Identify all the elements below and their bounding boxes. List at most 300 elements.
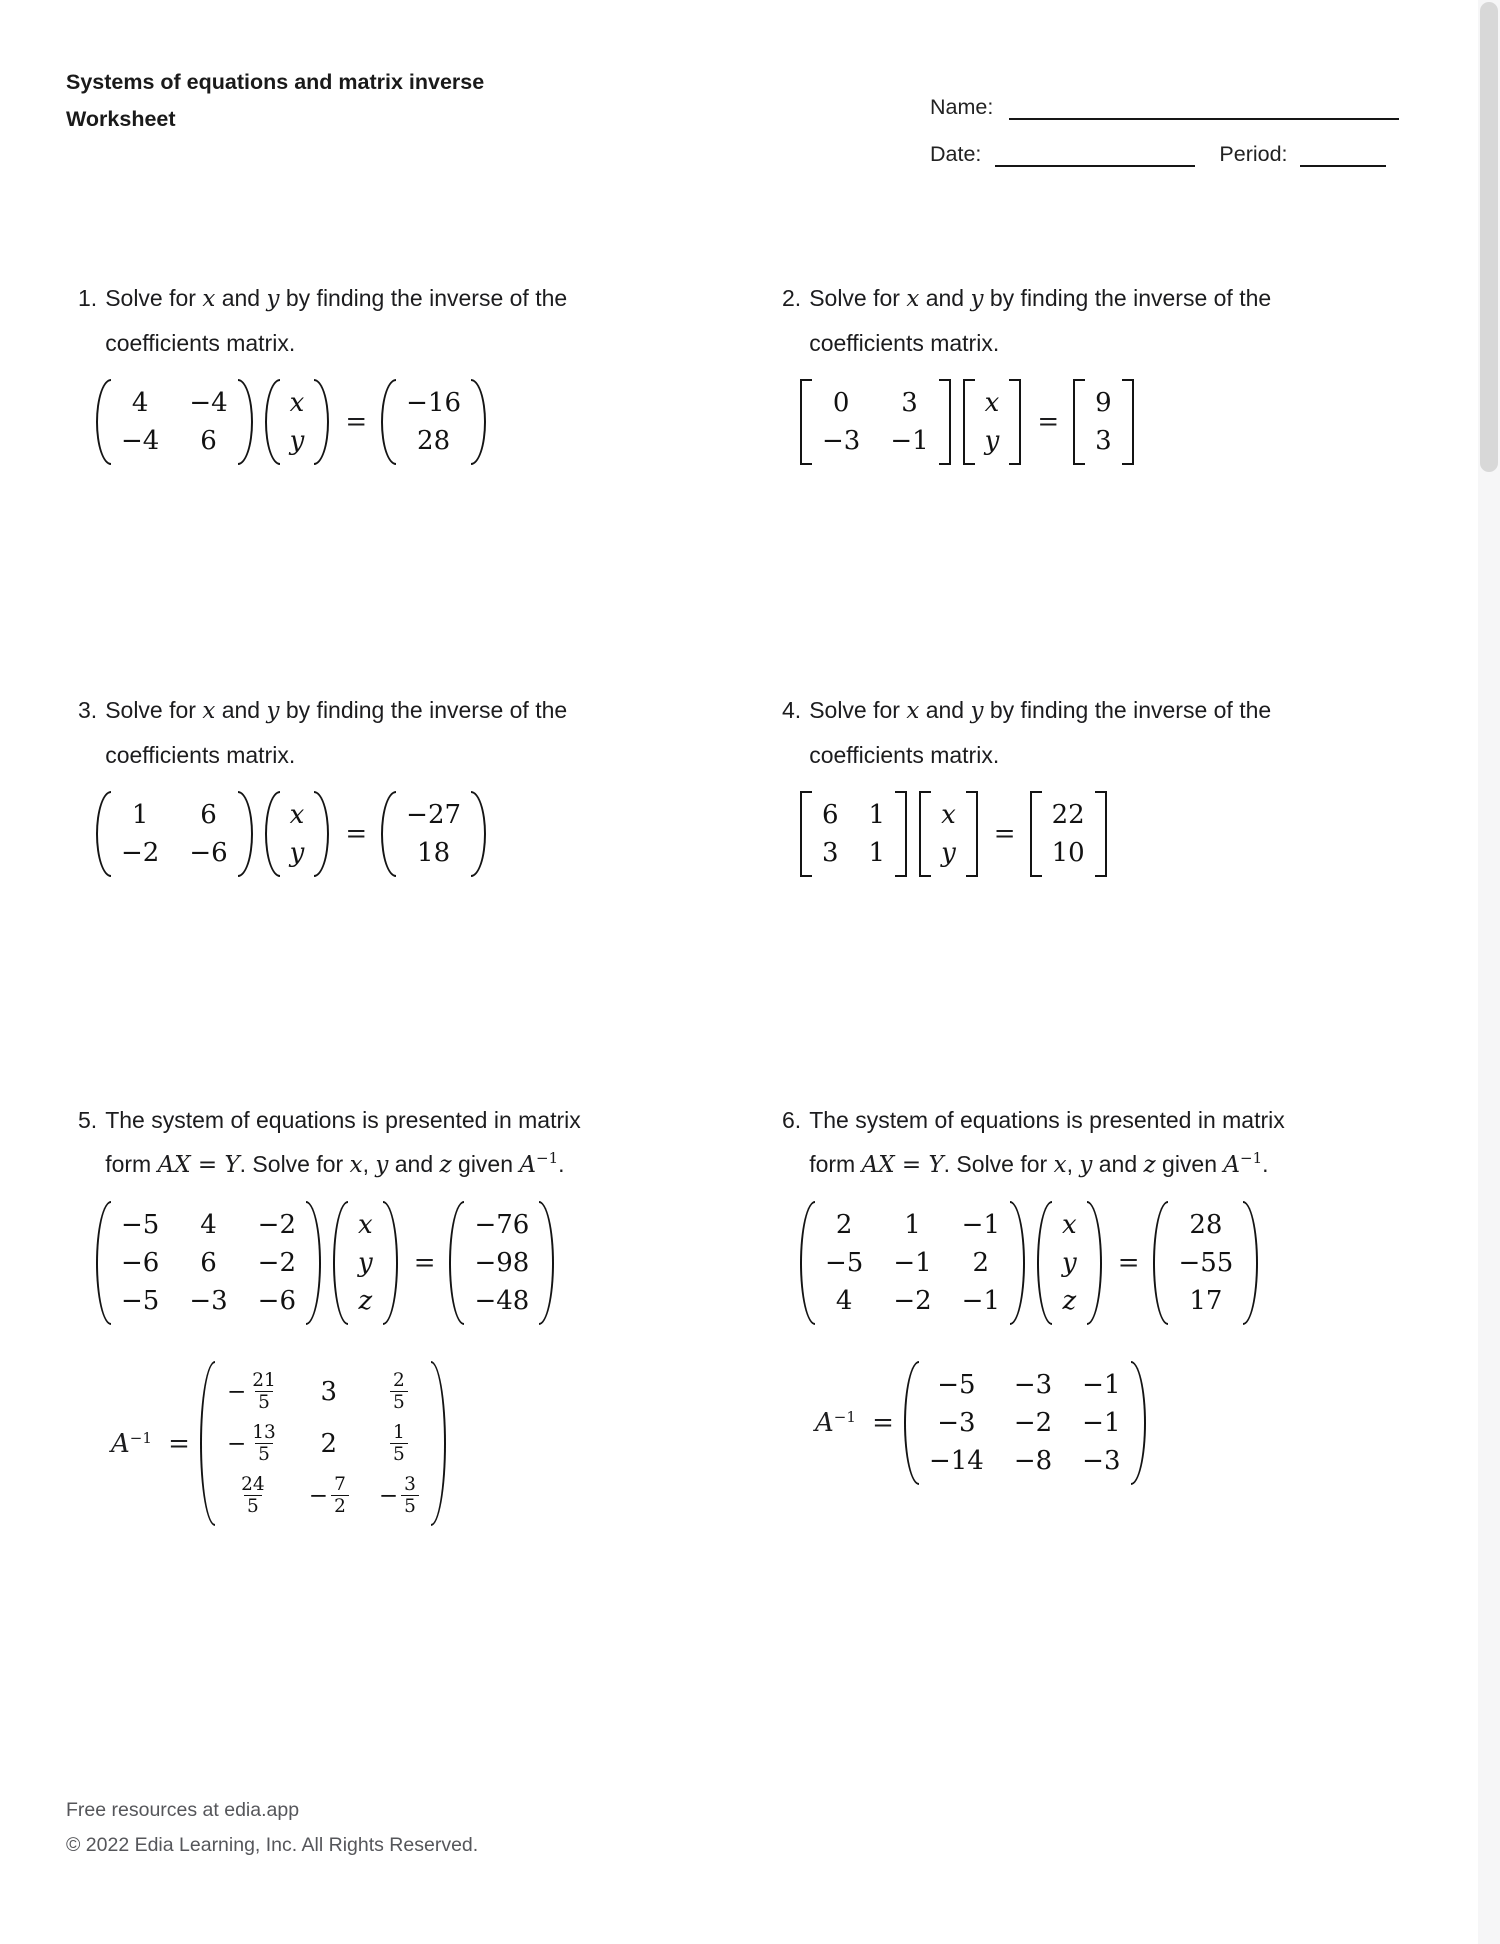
matrix-cell: 3 <box>1095 426 1112 456</box>
matrix-equation <box>800 791 1432 877</box>
matrix-cell: −2 <box>1013 1408 1053 1438</box>
matrix-equation <box>800 1201 1432 1325</box>
matrix-grid <box>464 1201 539 1325</box>
math-variable: Y <box>928 1152 944 1178</box>
variable-vector <box>265 379 330 465</box>
variable-vector <box>919 791 978 877</box>
right-paren <box>1010 1201 1025 1325</box>
inverse-matrix <box>904 1361 1146 1485</box>
matrix-variable: x <box>289 388 305 418</box>
matrix-cell: 4 <box>835 1286 853 1316</box>
variable-vector <box>1037 1201 1102 1325</box>
matrix-cell: −2 <box>257 1248 296 1278</box>
right-paren <box>1087 1201 1102 1325</box>
fraction <box>238 1474 268 1517</box>
math-superscript: −1 <box>833 1408 856 1426</box>
matrix-cell: 1 <box>868 800 886 830</box>
left-bracket <box>800 379 812 465</box>
matrix-variable: y <box>1061 1248 1077 1278</box>
right-paren <box>1131 1361 1146 1485</box>
equals-sign: = <box>863 1408 894 1438</box>
fraction <box>379 1474 419 1517</box>
matrix-cell: 4 <box>200 1210 217 1240</box>
minus-sign: − <box>226 1430 247 1457</box>
worksheet-title-line1: Systems of equations and matrix inverse <box>66 70 485 94</box>
fraction-denominator: 5 <box>390 1443 408 1465</box>
math-variable: y <box>266 286 280 312</box>
math-variable: y <box>266 698 280 724</box>
problem-statement <box>78 1098 728 1187</box>
worksheet-title-line2: Worksheet <box>66 107 176 131</box>
text-run: and <box>215 285 267 311</box>
matrix-cell: 3 <box>822 838 839 868</box>
matrix-variable: y <box>941 838 956 868</box>
matrix-variable: y <box>289 426 305 456</box>
problem-1 <box>78 276 728 465</box>
text-run: , <box>362 1151 376 1177</box>
text-run: and <box>1092 1151 1144 1177</box>
matrix-cell: −76 <box>474 1210 530 1240</box>
left-bracket <box>963 379 975 465</box>
text-run: . Solve for <box>943 1151 1054 1177</box>
constants-vector <box>449 1201 554 1325</box>
coefficient-matrix <box>800 379 951 465</box>
matrix-cell: 2 <box>320 1428 338 1459</box>
variable-vector <box>333 1201 398 1325</box>
fraction <box>390 1370 408 1413</box>
matrix-cell: −3 <box>1082 1446 1121 1476</box>
text-run: by finding the inverse of the <box>983 697 1272 723</box>
right-bracket <box>1122 379 1134 465</box>
text-run: and <box>215 697 267 723</box>
matrix-cell: 9 <box>1095 388 1112 418</box>
right-bracket <box>939 379 951 465</box>
math-variable: x <box>349 1152 363 1178</box>
date-period-row <box>930 141 1399 167</box>
equals-sign: = <box>345 819 368 849</box>
matrix-cell: −1 <box>961 1210 1000 1240</box>
coefficient-matrix <box>96 791 253 877</box>
matrix-cell: −5 <box>937 1370 976 1400</box>
math-variable: A <box>111 1428 130 1459</box>
coefficient-matrix <box>800 1201 1025 1325</box>
matrix-grid <box>280 791 315 877</box>
matrix-variable: z <box>358 1286 373 1316</box>
fraction-stack <box>390 1422 408 1465</box>
constants-vector <box>1073 379 1134 465</box>
matrix-grid <box>111 1201 306 1325</box>
equals-sign: = <box>159 1428 190 1459</box>
variable-vector <box>265 791 330 877</box>
right-paren <box>431 1361 446 1526</box>
problem-text <box>105 688 728 777</box>
text-run: Solve for <box>105 697 203 723</box>
matrix-cell: −1 <box>1082 1408 1121 1438</box>
right-bracket <box>966 791 978 877</box>
equals-sign: = <box>993 819 1016 849</box>
right-paren <box>314 379 329 465</box>
problem-text <box>809 276 1432 365</box>
date-label: Date: <box>930 142 982 166</box>
matrix-variable: x <box>984 388 1000 418</box>
matrix-cell: −1 <box>1082 1370 1121 1400</box>
matrix-grid <box>919 1361 1131 1485</box>
right-paren <box>539 1201 554 1325</box>
matrix-cell: 3 <box>320 1376 338 1407</box>
math-variable: y <box>375 1152 389 1178</box>
problem-statement <box>782 276 1432 365</box>
matrix-cell: −6 <box>121 1248 160 1278</box>
left-paren <box>800 1201 815 1325</box>
problem-statement <box>78 688 728 777</box>
math-variable: A <box>519 1152 537 1178</box>
problem-number: 6. <box>782 1107 802 1133</box>
problem-5 <box>78 1098 728 1526</box>
matrix-cell: 6 <box>200 426 217 456</box>
math-superscript: −1 <box>536 1149 559 1167</box>
matrix-cell: −3 <box>1013 1370 1053 1400</box>
matrix-cell: −5 <box>121 1286 160 1316</box>
text-run: by finding the inverse of the <box>279 285 568 311</box>
footer-resources: Free resources at edia.app <box>66 1799 300 1821</box>
problem-statement <box>78 276 728 365</box>
math-variable: x <box>202 698 216 724</box>
matrix-cell: −14 <box>928 1446 984 1476</box>
left-paren <box>904 1361 919 1485</box>
matrix-equation <box>800 379 1432 465</box>
problem-3 <box>78 688 728 877</box>
right-bracket <box>1095 791 1107 877</box>
fraction-numerator: 24 <box>241 1474 265 1495</box>
fraction-stack <box>401 1474 419 1517</box>
matrix-variable: y <box>357 1248 373 1278</box>
worksheet-title <box>66 64 484 138</box>
name-blank-line <box>1009 94 1399 120</box>
matrix-cell: −2 <box>257 1210 296 1240</box>
right-paren <box>314 791 329 877</box>
fraction <box>390 1422 408 1465</box>
matrix-grid <box>975 379 1010 465</box>
math-variable: x <box>202 286 216 312</box>
coefficient-matrix <box>96 379 253 465</box>
matrix-variable: y <box>984 426 1000 456</box>
math-variable: z <box>439 1152 452 1178</box>
matrix-cell: −4 <box>189 388 228 418</box>
name-label: Name: <box>930 95 994 119</box>
matrix-equation <box>96 379 728 465</box>
fraction-denominator: 5 <box>401 1495 419 1517</box>
matrix-variable: z <box>1062 1286 1077 1316</box>
text-run: given <box>451 1151 520 1177</box>
problem-statement <box>782 688 1432 777</box>
matrix-grid <box>815 1201 1010 1325</box>
scrollbar-track[interactable] <box>1478 0 1500 1944</box>
left-paren <box>381 791 396 877</box>
fraction-numerator: 2 <box>393 1370 405 1391</box>
left-paren <box>381 379 396 465</box>
matrix-cell: −1 <box>890 426 929 456</box>
matrix-cell: 2 <box>835 1210 853 1240</box>
matrix-cell: 1 <box>868 838 886 868</box>
right-paren <box>1243 1201 1258 1325</box>
matrix-cell: 1 <box>131 800 149 830</box>
matrix-cell: 1 <box>904 1210 921 1240</box>
left-paren <box>1153 1201 1168 1325</box>
text-run: coefficients matrix. <box>105 742 296 768</box>
fraction-stack <box>249 1370 279 1413</box>
inverse-label <box>111 1422 190 1466</box>
matrix-variable: x <box>289 800 305 830</box>
math-variable: AX <box>861 1152 895 1178</box>
text-run: . <box>558 1151 565 1177</box>
matrix-cell: −16 <box>406 388 462 418</box>
fraction <box>227 1422 279 1465</box>
right-paren <box>383 1201 398 1325</box>
fraction-stack <box>390 1370 408 1413</box>
math-operator: = <box>190 1152 225 1178</box>
text-run: given <box>1155 1151 1224 1177</box>
fraction-numerator: 13 <box>252 1422 276 1443</box>
fraction-denominator: 2 <box>331 1495 349 1517</box>
math-variable: x <box>906 286 920 312</box>
right-bracket <box>1009 379 1021 465</box>
minus-sign: − <box>226 1378 247 1405</box>
inverse-label <box>815 1401 894 1445</box>
matrix-cell: 4 <box>131 388 149 418</box>
matrix-grid <box>1085 379 1122 465</box>
matrix-cell: −55 <box>1178 1248 1234 1278</box>
fraction-stack <box>238 1474 268 1517</box>
date-blank-line <box>995 141 1195 167</box>
math-variable: Y <box>224 1152 240 1178</box>
equals-sign: = <box>345 407 368 437</box>
fraction-denominator: 5 <box>255 1443 273 1465</box>
fraction-stack <box>249 1422 279 1465</box>
equals-sign: = <box>413 1248 436 1278</box>
matrix-cell: 6 <box>200 800 217 830</box>
matrix-cell: 28 <box>417 426 451 456</box>
footer-copyright: © 2022 Edia Learning, Inc. All Rights Reserved. <box>66 1834 479 1856</box>
text-run: form <box>809 1151 862 1177</box>
matrix-grid <box>1168 1201 1243 1325</box>
problem-number: 1. <box>78 285 98 311</box>
matrix-grid <box>812 379 939 465</box>
matrix-cell: −3 <box>189 1286 228 1316</box>
math-variable: AX <box>157 1152 191 1178</box>
problem-text <box>105 276 728 365</box>
matrix-grid <box>111 379 238 465</box>
coefficient-matrix <box>800 791 907 877</box>
problem-text <box>105 1098 728 1187</box>
problem-statement <box>782 1098 1432 1187</box>
footer <box>66 1793 478 1863</box>
matrix-grid <box>812 791 895 877</box>
fraction-denominator: 5 <box>244 1495 262 1517</box>
inverse-row <box>111 1361 728 1526</box>
left-bracket <box>1030 791 1042 877</box>
text-run: by finding the inverse of the <box>279 697 568 723</box>
problem-6 <box>782 1098 1432 1485</box>
constants-vector <box>1030 791 1107 877</box>
fraction-stack <box>331 1474 349 1517</box>
matrix-cell: −4 <box>121 426 160 456</box>
constants-vector <box>381 791 486 877</box>
math-variable: x <box>906 698 920 724</box>
matrix-grid <box>396 791 471 877</box>
text-run: , <box>1066 1151 1080 1177</box>
matrix-cell: 17 <box>1189 1286 1223 1316</box>
fraction-numerator: 21 <box>252 1370 276 1391</box>
left-bracket <box>1073 379 1085 465</box>
matrix-cell: 10 <box>1051 838 1085 868</box>
fraction-numerator: 7 <box>334 1474 346 1495</box>
matrix-variable: x <box>941 800 956 830</box>
matrix-grid <box>396 379 471 465</box>
right-paren <box>306 1201 321 1325</box>
left-paren <box>265 791 280 877</box>
fraction-denominator: 5 <box>255 1391 273 1413</box>
left-paren <box>265 379 280 465</box>
scrollbar-thumb[interactable] <box>1480 2 1498 472</box>
text-run: coefficients matrix. <box>105 330 296 356</box>
math-variable: y <box>970 698 984 724</box>
problem-text <box>809 688 1432 777</box>
fraction <box>227 1370 279 1413</box>
math-superscript: −1 <box>129 1428 152 1447</box>
text-run: and <box>388 1151 440 1177</box>
text-run: and <box>919 285 971 311</box>
math-variable: A <box>1223 1152 1241 1178</box>
matrix-cell: −2 <box>121 838 160 868</box>
matrix-cell: −8 <box>1013 1446 1053 1476</box>
problem-number: 5. <box>78 1107 98 1133</box>
matrix-cell: 28 <box>1189 1210 1223 1240</box>
matrix-cell: −3 <box>822 426 861 456</box>
minus-sign: − <box>308 1482 329 1509</box>
fraction <box>309 1474 349 1517</box>
fraction-denominator: 5 <box>390 1391 408 1413</box>
inverse-row <box>815 1361 1432 1485</box>
matrix-variable: x <box>358 1210 373 1240</box>
matrix-cell: 18 <box>417 838 451 868</box>
matrix-variable: x <box>1062 1210 1077 1240</box>
matrix-cell: 22 <box>1051 800 1085 830</box>
text-run: and <box>919 697 971 723</box>
text-run: The system of equations is presented in matrix <box>809 1107 1285 1133</box>
matrix-equation <box>96 1201 728 1325</box>
math-superscript: −1 <box>1240 1149 1263 1167</box>
text-run: . <box>1262 1151 1269 1177</box>
left-paren <box>96 791 111 877</box>
right-paren <box>471 791 486 877</box>
math-variable: x <box>1053 1152 1067 1178</box>
text-run: coefficients matrix. <box>809 742 1000 768</box>
math-variable: y <box>970 286 984 312</box>
matrix-equation <box>96 791 728 877</box>
fraction-numerator: 3 <box>404 1474 416 1495</box>
matrix-grid <box>348 1201 383 1325</box>
right-paren <box>238 379 253 465</box>
text-run: Solve for <box>809 697 907 723</box>
variable-vector <box>963 379 1022 465</box>
matrix-cell: −1 <box>893 1248 932 1278</box>
right-paren <box>238 791 253 877</box>
matrix-grid <box>931 791 966 877</box>
matrix-cell: −3 <box>937 1408 976 1438</box>
problem-number: 2. <box>782 285 802 311</box>
left-bracket <box>919 791 931 877</box>
right-paren <box>471 379 486 465</box>
right-bracket <box>895 791 907 877</box>
text-run: coefficients matrix. <box>809 330 1000 356</box>
math-variable: A <box>815 1408 834 1438</box>
text-run: Solve for <box>105 285 203 311</box>
problem-number: 3. <box>78 697 98 723</box>
matrix-grid <box>1052 1201 1087 1325</box>
text-run: form <box>105 1151 158 1177</box>
matrix-grid <box>111 791 238 877</box>
left-bracket <box>800 791 812 877</box>
coefficient-matrix <box>96 1201 321 1325</box>
matrix-cell: 2 <box>972 1248 990 1278</box>
left-paren <box>96 1201 111 1325</box>
left-paren <box>1037 1201 1052 1325</box>
matrix-grid <box>215 1361 431 1526</box>
matrix-cell: −27 <box>406 800 462 830</box>
matrix-cell: 6 <box>822 800 839 830</box>
matrix-cell: 3 <box>901 388 918 418</box>
problem-2 <box>782 276 1432 465</box>
problem-4 <box>782 688 1432 877</box>
left-paren <box>449 1201 464 1325</box>
text-run: The system of equations is presented in matrix <box>105 1107 581 1133</box>
minus-sign: − <box>378 1482 399 1509</box>
matrix-cell: −5 <box>121 1210 160 1240</box>
equals-sign: = <box>1037 407 1060 437</box>
inverse-matrix <box>200 1361 446 1526</box>
text-run: . Solve for <box>239 1151 350 1177</box>
left-paren <box>200 1361 215 1526</box>
text-run: Solve for <box>809 285 907 311</box>
problem-text <box>809 1098 1432 1187</box>
problem-number: 4. <box>782 697 802 723</box>
equals-sign: = <box>1117 1248 1140 1278</box>
matrix-cell: −6 <box>257 1286 296 1316</box>
matrix-cell: −98 <box>474 1248 530 1278</box>
matrix-grid <box>1042 791 1095 877</box>
left-paren <box>96 379 111 465</box>
matrix-cell: 6 <box>200 1248 217 1278</box>
left-paren <box>333 1201 348 1325</box>
constants-vector <box>381 379 486 465</box>
matrix-cell: −48 <box>474 1286 530 1316</box>
math-operator: = <box>894 1152 929 1178</box>
matrix-grid <box>280 379 315 465</box>
matrix-variable: y <box>289 838 305 868</box>
name-row <box>930 94 1399 120</box>
matrix-cell: −1 <box>961 1286 1000 1316</box>
matrix-cell: −6 <box>189 838 228 868</box>
matrix-cell: −2 <box>893 1286 932 1316</box>
matrix-cell: 0 <box>832 388 850 418</box>
period-label: Period: <box>1219 142 1288 166</box>
math-variable: z <box>1143 1152 1156 1178</box>
constants-vector <box>1153 1201 1258 1325</box>
fraction-numerator: 1 <box>393 1422 405 1443</box>
period-blank-line <box>1300 141 1386 167</box>
matrix-cell: −5 <box>825 1248 864 1278</box>
text-run: by finding the inverse of the <box>983 285 1272 311</box>
